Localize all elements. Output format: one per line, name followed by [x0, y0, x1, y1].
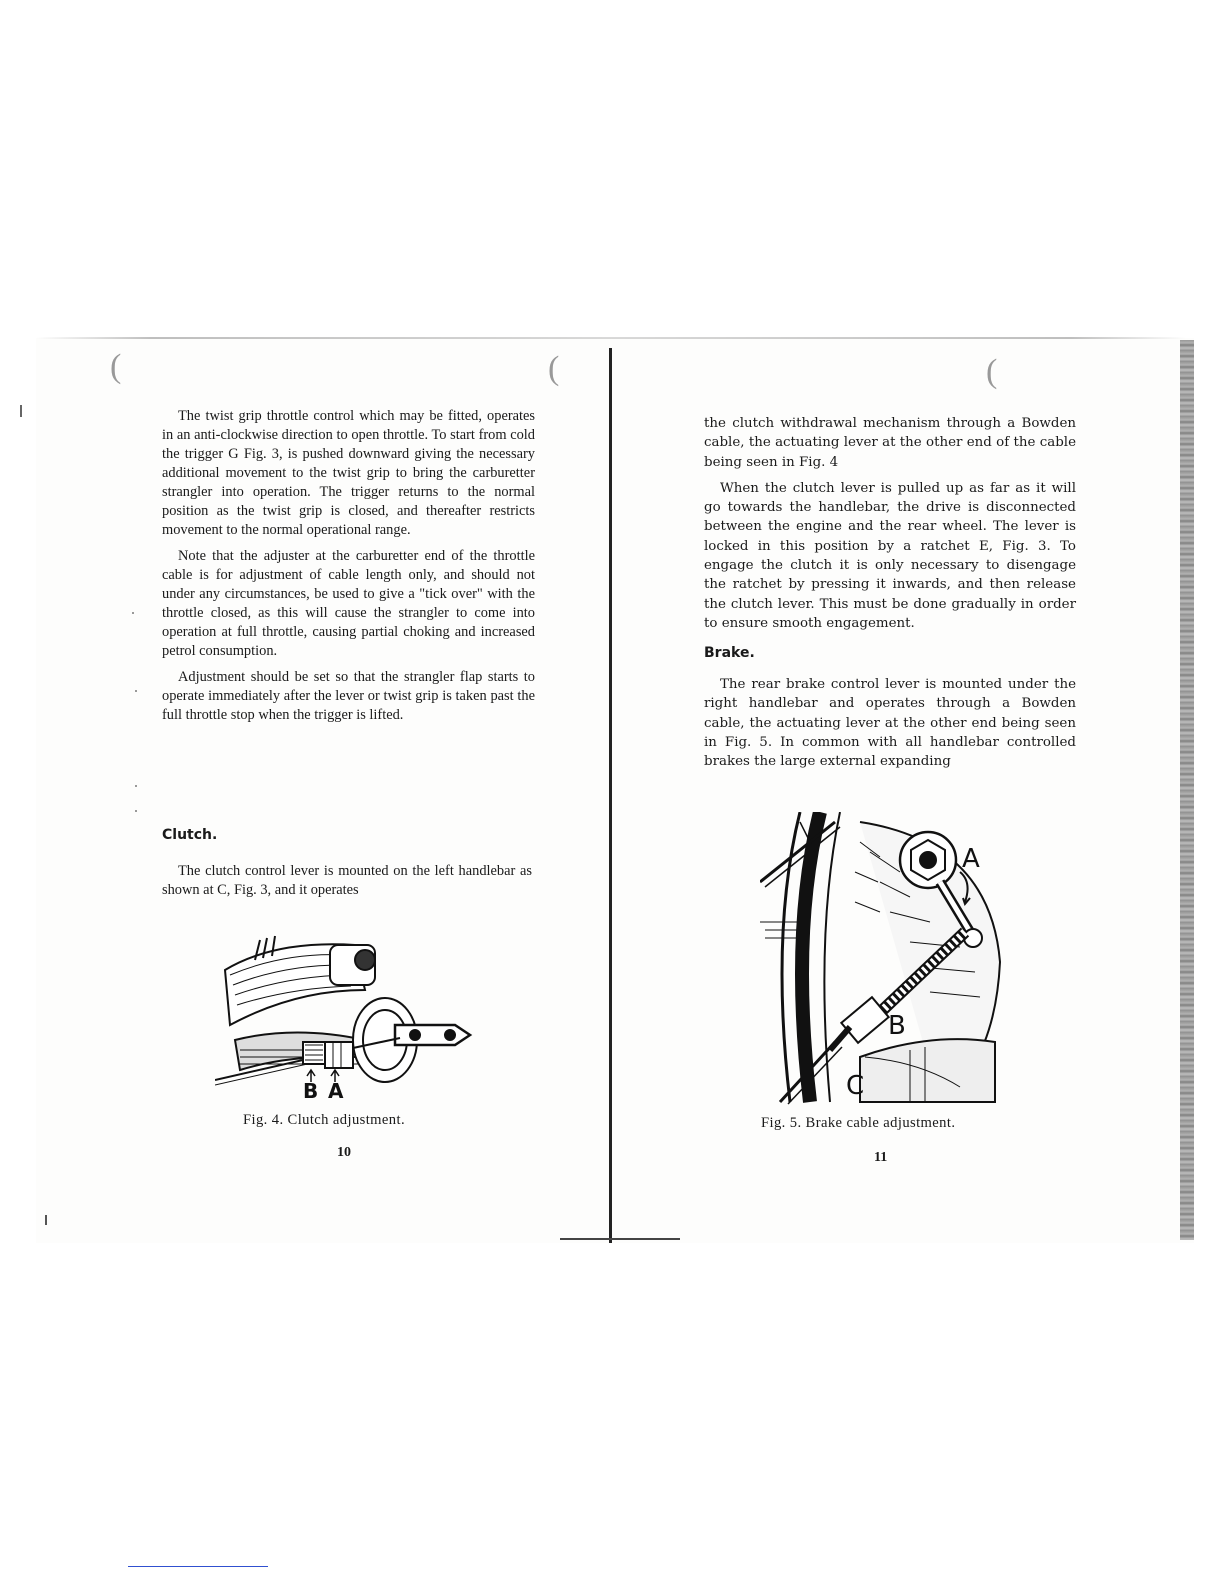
bottom-link-line — [128, 1566, 268, 1567]
paragraph: The twist grip throttle control which may be fitted, operates in an anti-clockwise direction to open throttle. To start from cold the trigger G Fig. 3, is pushed downward giving the necessary additional movement to the twist grip to bring the carburetter strangler into operation. The trigger returns to the normal position as the twist grip is closed, and thereafter restricts movement to the normal operational range. — [162, 408, 535, 538]
paragraph: Adjustment should be set so that the strangler flap starts to operate immediately after the lever or twist grip is taken past the full throttle stop when the trigger is lifted. — [162, 669, 535, 723]
section-heading-brake: Brake. — [704, 645, 755, 661]
brake-body — [704, 675, 1076, 778]
margin-speck — [20, 405, 22, 417]
margin-speck — [135, 785, 137, 787]
margin-speck — [135, 810, 137, 812]
section-heading-clutch: Clutch. — [162, 827, 218, 843]
punch-hole-mark: ( — [986, 353, 998, 390]
book-spine — [609, 348, 612, 1243]
paragraph: the clutch withdrawal mechanism through a Bowden cable, the actuating lever at the other end of the cable being seen in Fig. 4 — [704, 416, 1076, 470]
figure-label-a: A — [962, 844, 980, 874]
spread-top-edge — [36, 337, 1186, 339]
paragraph: The rear brake control lever is mounted under the right handlebar and operates through a Bowden cable, the actuating lever at the other end being seen in Fig. 5. In common with all handlebar controlled brakes the large external expanding — [704, 677, 1076, 770]
paragraph: The clutch control lever is mounted on the left handlebar as shown at C, Fig. 3, and it operates — [162, 863, 532, 898]
figure-label-b: B — [888, 1011, 906, 1041]
left-page-body — [162, 407, 535, 732]
figure-caption-5: Fig. 5. Brake cable adjustment. — [761, 1115, 956, 1131]
punch-hole-mark: ( — [548, 350, 560, 387]
margin-speck — [132, 612, 134, 614]
page-number-left: 10 — [337, 1145, 351, 1160]
paragraph: When the clutch lever is pulled up as far as it will go towards the handlebar, the drive is disconnected between the engine and the rear wheel. The lever is locked in this position by a ratchet E, Fig. 3. To engage the clutch it is only necessary to disengage the ratchet by pressing it inwards, and then release the clutch lever. This must be done gradually in order to ensure smooth engagement. — [704, 480, 1076, 631]
figure-caption-4: Fig. 4. Clutch adjustment. — [243, 1112, 406, 1128]
page-number-right: 11 — [874, 1150, 888, 1165]
punch-hole-mark: ( — [110, 348, 122, 385]
brake-cable-illustration — [760, 812, 1005, 1107]
margin-speck — [45, 1215, 47, 1225]
figure-label-a: A — [328, 1079, 344, 1100]
margin-speck — [135, 690, 137, 692]
page-edge-stack — [1180, 340, 1194, 1240]
figure-label-c: C — [846, 1071, 865, 1101]
right-page-body — [704, 414, 1076, 640]
clutch-body — [162, 862, 532, 907]
paragraph: Note that the adjuster at the carburetter end of the throttle cable is for adjustment of cable length only, and should not under any circumstances, be used to give a "tick over" with the throttle closed, as this will cause the strangler to come into operation at full throttle, causing partial choking and increased petrol consumption. — [162, 548, 535, 659]
clutch-adjustment-illustration — [215, 930, 477, 1100]
figure-label-b: B — [303, 1079, 319, 1100]
spine-shadow — [560, 1238, 680, 1240]
